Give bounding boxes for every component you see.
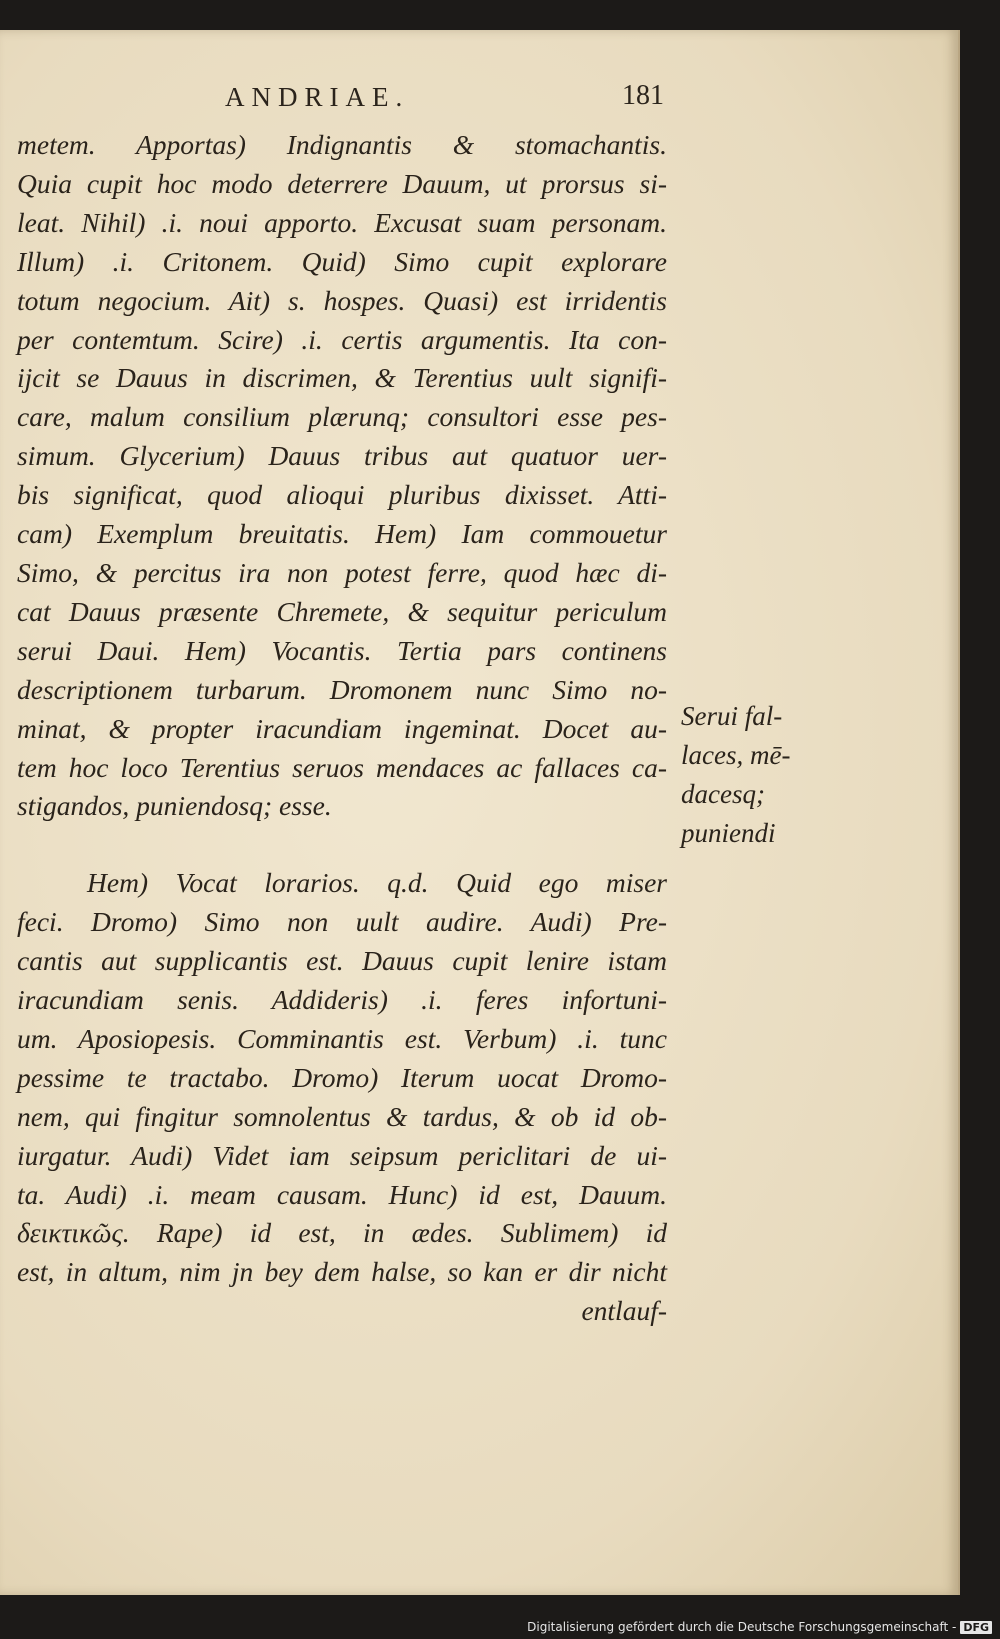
text-line: tem hoc loco Terentius seruos mendaces ac fallaces ca- bbox=[17, 751, 667, 783]
text-line: cat Dauus præsente Chremete, & sequitur periculum bbox=[17, 595, 667, 627]
text-line: serui Daui. Hem) Vocantis. Tertia pars continens bbox=[17, 634, 667, 666]
text-line: minat, & propter iracundiam ingeminat. Docet au- bbox=[17, 712, 667, 744]
text-line: Quia cupit hoc modo deterrere Dauum, ut prorsus si- bbox=[17, 167, 667, 199]
catchword: entlauf- bbox=[581, 1295, 667, 1327]
credit-text: Digitalisierung gefördert durch die Deutsche Forschungsgemeinschaft - bbox=[527, 1620, 957, 1634]
digitization-credit bbox=[527, 1620, 992, 1634]
text-line: um. Aposiopesis. Comminantis est. Verbum) .i. tunc bbox=[17, 1022, 667, 1054]
marginal-note bbox=[681, 697, 821, 853]
text-line: per contemtum. Scire) .i. certis argumentis. Ita con- bbox=[17, 323, 667, 355]
text-line: metem. Apportas) Indignantis & stomachantis. bbox=[17, 129, 667, 160]
text-line: ijcit se Dauus in discrimen, & Terentius uult signifi- bbox=[17, 362, 667, 394]
text-line: iracundiam senis. Addideris) .i. feres infortuni- bbox=[17, 984, 667, 1016]
text-line: ta. Audi) .i. meam causam. Hunc) id est, Dauum. bbox=[17, 1178, 667, 1210]
text-line: stigandos, puniendosq; esse. bbox=[17, 790, 332, 822]
text-line: descriptionem turbarum. Dromonem nunc Simo no- bbox=[17, 673, 667, 705]
paragraph-gap bbox=[17, 826, 667, 864]
text-line: iurgatur. Audi) Videt iam seipsum periclitari de ui- bbox=[17, 1139, 667, 1171]
text-line: cantis aut supplicantis est. Dauus cupit lenire istam bbox=[17, 945, 667, 977]
text-line: leat. Nihil) .i. noui apporto. Excusat suam personam. bbox=[17, 206, 667, 238]
text-line: care, malum consilium plærunq; consultori esse pes- bbox=[17, 401, 667, 433]
text-line: Hem) Vocat lorarios. q.d. Quid ego miser bbox=[87, 867, 667, 899]
text-line: totum negocium. Ait) s. hospes. Quasi) est irridentis bbox=[17, 284, 667, 316]
text-line: pessime te tractabo. Dromo) Iterum uocat Dromo- bbox=[17, 1061, 667, 1093]
marginal-note-line: laces, mē- bbox=[681, 740, 791, 770]
book-page bbox=[0, 30, 960, 1595]
text-line: bis significat, quod alioqui pluribus dixisset. Atti- bbox=[17, 479, 667, 511]
text-line: Simo, & percitus ira non potest ferre, quod hæc di- bbox=[17, 556, 667, 588]
text-line: δεικτικῶς. Rape) id est, in ædes. Sublimem) id bbox=[17, 1217, 667, 1249]
text-line: cam) Exemplum breuitatis. Hem) Iam commouetur bbox=[17, 518, 667, 550]
page-number: 181 bbox=[622, 80, 664, 111]
text-line: simum. Glycerium) Dauus tribus aut quatuor uer- bbox=[17, 440, 667, 472]
marginal-note-line: puniendi bbox=[681, 818, 776, 848]
text-line: nem, qui fingitur somnolentus & tardus, & ob id ob- bbox=[17, 1100, 667, 1132]
text-line: Illum) .i. Critonem. Quid) Simo cupit explorare bbox=[17, 245, 667, 277]
marginal-note-line: Serui fal- bbox=[681, 701, 783, 731]
text-line: feci. Dromo) Simo non uult audire. Audi) Pre- bbox=[17, 906, 667, 938]
dfg-logo: DFG bbox=[960, 1621, 992, 1634]
text-line: est, in altum, nim jn bey dem halse, so kan er dir nicht bbox=[17, 1256, 667, 1288]
marginal-note-line: dacesq; bbox=[681, 779, 765, 809]
running-head: ANDRIAE. bbox=[225, 82, 410, 112]
commentary-text bbox=[17, 126, 667, 1331]
